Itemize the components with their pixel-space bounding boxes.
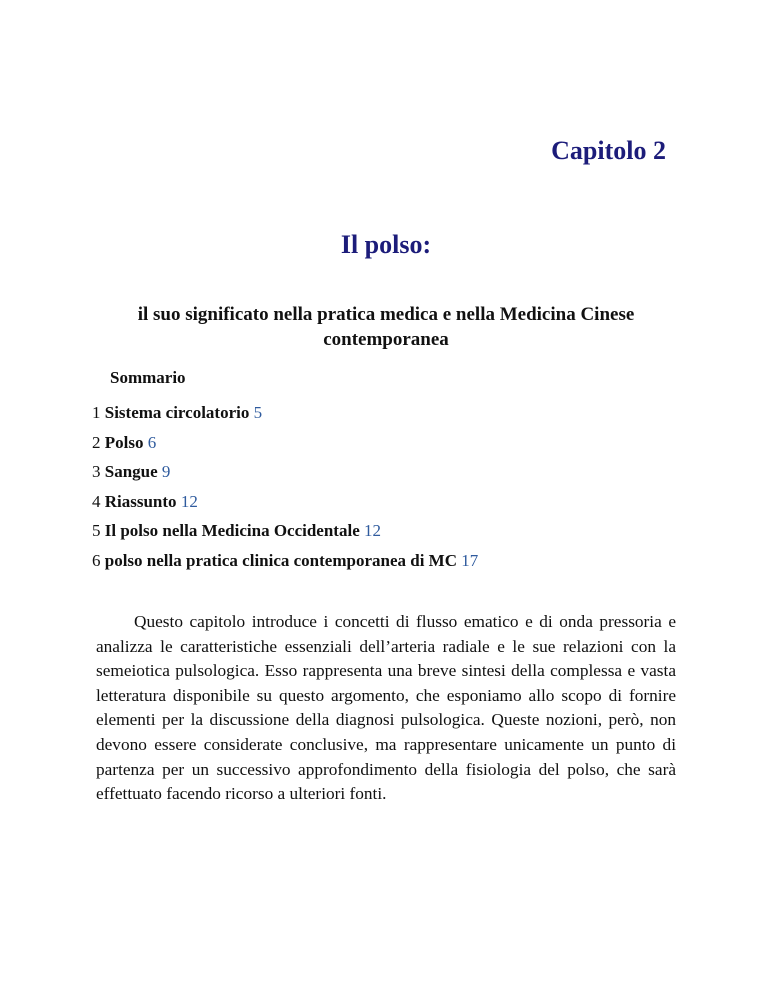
chapter-subtitle: il suo significato nella pratica medica e nella Medicina Cinese contemporanea (137, 304, 635, 350)
toc-item-page[interactable]: 12 (180, 491, 198, 511)
toc-item-page[interactable]: 12 (364, 521, 381, 541)
toc-item-label: Riassunto (104, 491, 177, 511)
toc-item-number: 5 (92, 521, 101, 541)
toc-item-page[interactable]: 5 (253, 403, 263, 422)
toc-item-label: Polso (104, 432, 144, 452)
toc-item-label: polso nella pratica clinica contemporanea di MC (104, 550, 458, 570)
toc-item[interactable] (92, 402, 478, 432)
toc-item-number: 6 (92, 550, 101, 570)
chapter-label: Capitolo 2 (551, 136, 666, 165)
table-of-contents (92, 402, 478, 580)
toc-item-page[interactable]: 6 (147, 432, 157, 452)
toc-item-label: Sistema circolatorio (104, 403, 250, 422)
toc-item[interactable] (92, 491, 478, 521)
toc-heading: Sommario (110, 368, 186, 387)
toc-item-number: 2 (92, 432, 101, 452)
toc-item-number: 3 (92, 462, 101, 482)
toc-item-page[interactable]: 9 (161, 462, 171, 482)
toc-item[interactable] (92, 520, 478, 550)
toc-item-number: 1 (92, 403, 101, 422)
chapter-title: Il polso: (340, 230, 432, 259)
chapter-abstract: Questo capitolo introduce i concetti di flusso ematico e di onda pressoria e analizza le caratteristiche essenziali dell’arteria radiale e le sue relazioni con la semeiotica pulsologica. Esso rappresenta una breve sintesi della complessa e vasta letteratura disponibile su questo argomento, che esponiamo allo scopo di fornire elementi per la discussione della diagnosi pulsologica. Queste nozioni, però, non devono essere considerate conclusive, ma rappresentare unicamente un punto di partenza per un successivo approfondimento della fisiologia del polso, che sarà effettuato facendo ricorso a ulteriori fonti. (96, 612, 676, 804)
toc-item[interactable] (92, 550, 478, 580)
toc-item[interactable] (92, 461, 478, 491)
toc-item-page[interactable]: 17 (461, 550, 479, 570)
toc-item[interactable] (92, 432, 478, 462)
toc-item-number: 4 (92, 491, 101, 511)
toc-item-label: Sangue (104, 462, 158, 482)
toc-item-label: Il polso nella Medicina Occidentale (104, 521, 360, 541)
